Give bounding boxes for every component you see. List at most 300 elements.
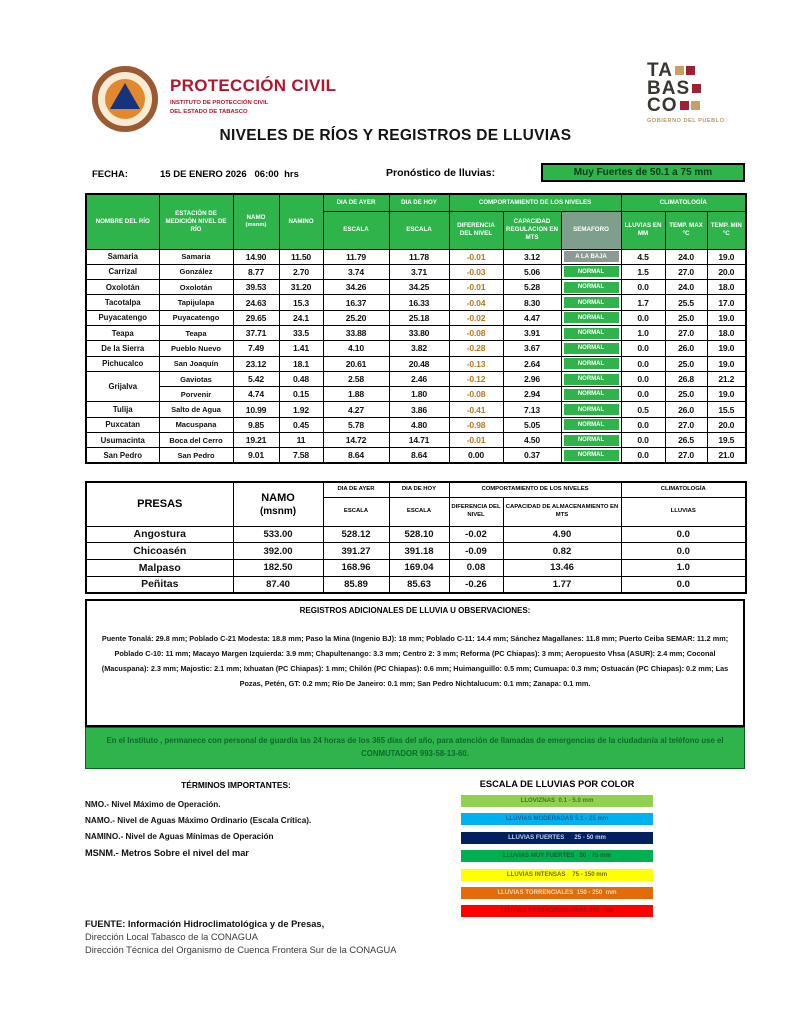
temp-min-cell: 19.0 xyxy=(707,387,746,402)
terminos-title: TÉRMINOS IMPORTANTES: xyxy=(181,780,291,790)
group-header-ayer: DIA DE AYER xyxy=(323,194,389,211)
capacidad-cell: 5.06 xyxy=(503,264,561,279)
temp-max-cell: 25.5 xyxy=(665,295,707,310)
col-header-lluvias: LLUVIAS EN MM xyxy=(621,211,665,249)
group-header-presas-climatologia: CLIMATOLOGÍA xyxy=(621,482,746,497)
semaforo-badge: NORMAL xyxy=(564,358,619,369)
terminos-section xyxy=(85,780,387,865)
rain-scale-bar: LLUVIAS MUY FUERTES 50 - 75 mm xyxy=(461,850,653,862)
temp-max-cell: 27.0 xyxy=(665,264,707,279)
namino-cell: 11 xyxy=(279,433,323,448)
capacidad-cell: 4.47 xyxy=(503,310,561,325)
fecha-label: FECHA: xyxy=(92,169,128,180)
river-name-cell: Oxolotán xyxy=(86,280,159,295)
temp-min-cell: 15.5 xyxy=(707,402,746,417)
temp-max-cell: 27.0 xyxy=(665,417,707,432)
escala-ayer-cell: 34.26 xyxy=(323,280,389,295)
logo-tile-icon xyxy=(692,84,701,93)
semaforo-cell xyxy=(561,371,621,386)
presa-escala-hoy-cell: 528.10 xyxy=(389,526,449,543)
presa-name-cell: Chicoasén xyxy=(86,543,233,560)
semaforo-badge: NORMAL xyxy=(564,374,619,385)
namo-unit: (msnm) xyxy=(245,222,267,229)
lluvias-cell: 1.7 xyxy=(621,295,665,310)
river-name-cell: Tulija xyxy=(86,402,159,417)
semaforo-cell xyxy=(561,264,621,279)
station-cell: Salto de Agua xyxy=(159,402,233,417)
org-subtitle xyxy=(170,99,336,117)
temp-max-cell: 26.0 xyxy=(665,402,707,417)
col-header-capacidad: CAPACIDAD REGULACION EN MTS xyxy=(503,211,561,249)
presa-row xyxy=(86,543,746,560)
capacidad-cell: 3.67 xyxy=(503,341,561,356)
rivers-table-body xyxy=(86,249,746,463)
tabasco-logo-caption: GOBIERNO DEL PUEBLO xyxy=(647,117,725,124)
diferencia-cell: -0.04 xyxy=(449,295,503,310)
diferencia-cell: 0.00 xyxy=(449,448,503,463)
rivers-table-header xyxy=(86,194,746,249)
group-header-presas-ayer: DIA DE AYER xyxy=(323,482,389,497)
presa-namo-cell: 392.00 xyxy=(233,543,323,560)
capacidad-cell: 3.91 xyxy=(503,325,561,340)
escala-hoy-cell: 25.18 xyxy=(389,310,449,325)
river-name-cell: Grijalva xyxy=(86,371,159,402)
diferencia-cell: -0.12 xyxy=(449,371,503,386)
presa-escala-ayer-cell: 168.96 xyxy=(323,559,389,576)
semaforo-cell xyxy=(561,356,621,371)
semaforo-cell xyxy=(561,387,621,402)
namino-cell: 1.41 xyxy=(279,341,323,356)
registros-box xyxy=(85,599,745,727)
lluvias-cell: 0.0 xyxy=(621,448,665,463)
presa-namo-cell: 87.40 xyxy=(233,576,323,593)
namino-cell: 1.92 xyxy=(279,402,323,417)
namo-cell: 9.85 xyxy=(233,417,279,432)
rain-scale-bar: LLUVIAS TORRENCIALES 150 - 250 mm xyxy=(461,887,653,899)
station-cell: Puyacatengo xyxy=(159,310,233,325)
col-header-presas-escala-hoy: ESCALA xyxy=(389,497,449,526)
namo-cell: 23.12 xyxy=(233,356,279,371)
group-header-presas-comportamiento: COMPORTAMIENTO DE LOS NIVELES xyxy=(449,482,621,497)
namo-cell: 9.01 xyxy=(233,448,279,463)
capacidad-cell: 4.50 xyxy=(503,433,561,448)
river-row xyxy=(86,341,746,356)
col-header-presas-namo xyxy=(233,482,323,526)
presa-escala-hoy-cell: 391.18 xyxy=(389,543,449,560)
namo-cell: 24.63 xyxy=(233,295,279,310)
river-row xyxy=(86,295,746,310)
temp-max-cell: 26.0 xyxy=(665,341,707,356)
temp-max-cell: 26.5 xyxy=(665,433,707,448)
tabasco-logo-letters: TA xyxy=(647,60,673,81)
pronostico-badge: Muy Fuertes de 50.1 a 75 mm xyxy=(541,163,745,182)
river-row xyxy=(86,387,746,402)
rain-scale-bar: LLOVIZNAS 0.1 - 5.0 mm xyxy=(461,795,653,807)
semaforo-cell xyxy=(561,310,621,325)
temp-max-cell: 26.8 xyxy=(665,371,707,386)
semaforo-cell xyxy=(561,325,621,340)
presa-escala-hoy-cell: 169.04 xyxy=(389,559,449,576)
river-name-cell: Puxcatan xyxy=(86,417,159,432)
termino-item: NMO.- Nivel Máximo de Operación. xyxy=(85,800,221,809)
river-row xyxy=(86,356,746,371)
river-name-cell: Pichucalco xyxy=(86,356,159,371)
presa-lluvias-cell: 0.0 xyxy=(621,526,746,543)
escala-hoy-cell: 8.64 xyxy=(389,448,449,463)
lluvias-cell: 0.0 xyxy=(621,356,665,371)
river-row xyxy=(86,371,746,386)
escala-hoy-cell: 3.82 xyxy=(389,341,449,356)
presa-diferencia-cell: 0.08 xyxy=(449,559,503,576)
escala-ayer-cell: 33.88 xyxy=(323,325,389,340)
logo-tile-icon xyxy=(691,101,700,110)
presa-row xyxy=(86,576,746,593)
namo-cell: 19.21 xyxy=(233,433,279,448)
station-cell: Macuspana xyxy=(159,417,233,432)
semaforo-cell xyxy=(561,448,621,463)
diferencia-cell: -0.01 xyxy=(449,433,503,448)
station-cell: Samaria xyxy=(159,249,233,264)
lluvias-cell: 0.0 xyxy=(621,280,665,295)
rain-scale-bar: LLUVIAS INTENSAS 75 - 150 mm xyxy=(461,869,653,881)
group-header-climatologia: CLIMATOLOGÍA xyxy=(621,194,746,211)
col-header-presas-escala-ayer: ESCALA xyxy=(323,497,389,526)
presa-capacidad-cell: 4.90 xyxy=(503,526,621,543)
namino-cell: 15.3 xyxy=(279,295,323,310)
river-name-cell: Puyacatengo xyxy=(86,310,159,325)
semaforo-cell xyxy=(561,402,621,417)
lluvias-cell: 0.5 xyxy=(621,402,665,417)
namino-cell: 33.5 xyxy=(279,325,323,340)
presa-capacidad-cell: 0.82 xyxy=(503,543,621,560)
station-cell: Boca del Cerro xyxy=(159,433,233,448)
namo-cell: 8.77 xyxy=(233,264,279,279)
escala-hoy-cell: 3.71 xyxy=(389,264,449,279)
station-cell: González xyxy=(159,264,233,279)
lluvias-cell: 1.0 xyxy=(621,325,665,340)
diferencia-cell: -0.01 xyxy=(449,249,503,264)
temp-min-cell: 17.0 xyxy=(707,295,746,310)
capacidad-cell: 2.94 xyxy=(503,387,561,402)
rain-scale-legend xyxy=(461,795,653,924)
temp-min-cell: 19.0 xyxy=(707,249,746,264)
capacidad-cell: 5.05 xyxy=(503,417,561,432)
col-header-semaforo: SEMAFORO xyxy=(561,211,621,249)
namo-cell: 7.49 xyxy=(233,341,279,356)
river-row xyxy=(86,402,746,417)
rain-scale-bar: LLUVIAS EXTRAORDINARIAS 250 mm xyxy=(461,905,653,917)
tabasco-logo-letters: BAS xyxy=(647,77,691,99)
presas-namo-label: NAMO xyxy=(261,491,295,504)
presa-escala-ayer-cell: 391.27 xyxy=(323,543,389,560)
semaforo-badge: A LA BAJA xyxy=(564,251,619,262)
col-header-presas-capacidad: CAPACIDAD DE ALMACENAMIENTO EN MTS xyxy=(503,497,621,526)
temp-max-cell: 24.0 xyxy=(665,280,707,295)
col-header-escala-ayer: ESCALA xyxy=(323,211,389,249)
fecha-value: 15 DE ENERO 2026 06:00 hrs xyxy=(160,169,299,180)
river-row xyxy=(86,264,746,279)
presa-namo-cell: 533.00 xyxy=(233,526,323,543)
river-row xyxy=(86,310,746,325)
fuente-line: Dirección Técnica del Organismo de Cuenca Frontera Sur de la CONAGUA xyxy=(85,945,397,955)
namo-cell: 10.99 xyxy=(233,402,279,417)
namino-cell: 0.45 xyxy=(279,417,323,432)
escala-ayer-cell: 16.37 xyxy=(323,295,389,310)
presa-diferencia-cell: -0.02 xyxy=(449,526,503,543)
registros-title: REGISTROS ADICIONALES DE LLUVIA U OBSERVACIONES: xyxy=(299,606,531,615)
namino-cell: 24.1 xyxy=(279,310,323,325)
temp-min-cell: 18.0 xyxy=(707,325,746,340)
rain-scale-bar: LLUVIAS MODERADAS 5.1 - 25 mm xyxy=(461,813,653,825)
escala-ayer-cell: 25.20 xyxy=(323,310,389,325)
capacidad-cell: 2.64 xyxy=(503,356,561,371)
presas-table-header xyxy=(86,482,746,526)
fuente-section xyxy=(85,919,396,955)
semaforo-cell xyxy=(561,280,621,295)
lluvias-cell: 0.0 xyxy=(621,433,665,448)
station-cell: Gaviotas xyxy=(159,371,233,386)
col-header-temp-min: TEMP. MIN °C xyxy=(707,211,746,249)
namo-cell: 5.42 xyxy=(233,371,279,386)
fuente-line: Dirección Local Tabasco de la CONAGUA xyxy=(85,932,258,942)
presa-name-cell: Peñitas xyxy=(86,576,233,593)
semaforo-badge: NORMAL xyxy=(564,435,619,446)
col-header-presas-lluvias: LLUVIAS xyxy=(621,497,746,526)
termino-item: NAMO.- Nivel de Aguas Máximo Ordinario (Escala Crítica). xyxy=(85,816,312,825)
river-row xyxy=(86,417,746,432)
station-cell: Porvenir xyxy=(159,387,233,402)
notice-text: En el Instituto , permanece con personal de guardia las 24 horas de los 365 días del año, para atención de llamadas de emergencias de la ciudadanía al teléfono use el CONMUTADOR 993-58-13-60. xyxy=(106,736,724,758)
escala-hoy-cell: 11.78 xyxy=(389,249,449,264)
logo-tile-icon xyxy=(680,101,689,110)
presa-escala-hoy-cell: 85.63 xyxy=(389,576,449,593)
diferencia-cell: -0.08 xyxy=(449,325,503,340)
tabasco-logo-letters: CO xyxy=(647,95,678,116)
temp-min-cell: 20.0 xyxy=(707,264,746,279)
escala-hoy-cell: 1.80 xyxy=(389,387,449,402)
diferencia-cell: -0.13 xyxy=(449,356,503,371)
presa-capacidad-cell: 1.77 xyxy=(503,576,621,593)
station-cell: Oxolotán xyxy=(159,280,233,295)
presa-name-cell: Malpaso xyxy=(86,559,233,576)
namo-cell: 14.90 xyxy=(233,249,279,264)
lluvias-cell: 0.0 xyxy=(621,371,665,386)
registros-text: Puente Tonalá: 29.8 mm; Poblado C-21 Modesta: 18.8 mm; Paso la Mina (Ingenio BJ): 18 mm; Poblado C-11: 14.4 mm; Sánchez Magallanes: 11.8 mm; Puerto Ceiba SEMAR: 11.2 mm; Poblado C-10: 11 mm; Macayo Margen Izquierda: 3.9 mm; Chapultenango: 3.3 mm; Centro 2: 3 mm; Reforma (PC Chiapas): 3 mm; Aeropuesto Vhsa (ASUR): 2.4 mm; Coconal (Macuspana): 2.3 mm; Majostic: 2.1 mm; Ixhuatan (PC Chiapas): 1 mm; Chilón (PC Chiapas): 0.6 mm; Huimanguillo: 0.5 mm; Cumuapa: 0.3 mm; Ostuacán (PC Chiapas): 0.2 mm; Las Pozas, Petén, GT: 0.2 mm; Río De Janeiro: 0.1 mm; San Pedro Nichtalucum: 0.1 mm; Zanapa: 0.1 mm. xyxy=(101,634,729,688)
presa-diferencia-cell: -0.09 xyxy=(449,543,503,560)
presa-lluvias-cell: 0.0 xyxy=(621,543,746,560)
diferencia-cell: -0.98 xyxy=(449,417,503,432)
org-subtitle-line2: DEL ESTADO DE TABASCO xyxy=(170,109,248,116)
logo-tile-icon xyxy=(675,66,684,75)
capacidad-cell: 5.28 xyxy=(503,280,561,295)
col-header-namino: NAMINO xyxy=(279,194,323,249)
escala-ayer-cell: 3.74 xyxy=(323,264,389,279)
river-name-cell: Samaria xyxy=(86,249,159,264)
proteccion-civil-logo-icon xyxy=(92,66,158,132)
escala-hoy-cell: 34.25 xyxy=(389,280,449,295)
presa-escala-ayer-cell: 85.89 xyxy=(323,576,389,593)
capacidad-cell: 7.13 xyxy=(503,402,561,417)
notice-banner xyxy=(85,727,745,769)
presa-diferencia-cell: -0.26 xyxy=(449,576,503,593)
logo-tile-icon xyxy=(686,66,695,75)
temp-min-cell: 20.0 xyxy=(707,417,746,432)
lluvias-cell: 4.5 xyxy=(621,249,665,264)
temp-max-cell: 25.0 xyxy=(665,310,707,325)
river-row xyxy=(86,433,746,448)
semaforo-badge: NORMAL xyxy=(564,266,619,277)
semaforo-badge: NORMAL xyxy=(564,312,619,323)
presas-table-body xyxy=(86,526,746,593)
station-cell: Teapa xyxy=(159,325,233,340)
semaforo-cell xyxy=(561,433,621,448)
escala-ayer-cell: 5.78 xyxy=(323,417,389,432)
lluvias-cell: 1.5 xyxy=(621,264,665,279)
org-header xyxy=(170,76,336,117)
namino-cell: 2.70 xyxy=(279,264,323,279)
tabasco-logo-row xyxy=(647,97,757,115)
river-name-cell: Usumacinta xyxy=(86,433,159,448)
station-cell: Tapijulapa xyxy=(159,295,233,310)
group-header-comportamiento: COMPORTAMIENTO DE LOS NIVELES xyxy=(449,194,621,211)
lluvias-cell: 0.0 xyxy=(621,341,665,356)
col-header-diferencia: DIFERENCIA DEL NIVEL xyxy=(449,211,503,249)
semaforo-badge: NORMAL xyxy=(564,328,619,339)
river-row xyxy=(86,249,746,264)
namino-cell: 7.58 xyxy=(279,448,323,463)
temp-min-cell: 21.2 xyxy=(707,371,746,386)
pronostico-label: Pronóstico de lluvias: xyxy=(386,167,496,179)
temp-min-cell: 19.0 xyxy=(707,310,746,325)
semaforo-cell xyxy=(561,295,621,310)
semaforo-badge: NORMAL xyxy=(564,450,619,461)
escala-ayer-cell: 8.64 xyxy=(323,448,389,463)
diferencia-cell: -0.28 xyxy=(449,341,503,356)
temp-max-cell: 27.0 xyxy=(665,448,707,463)
presa-row xyxy=(86,526,746,543)
semaforo-badge: NORMAL xyxy=(564,297,619,308)
temp-min-cell: 21.0 xyxy=(707,448,746,463)
presa-escala-ayer-cell: 528.12 xyxy=(323,526,389,543)
escala-hoy-cell: 16.33 xyxy=(389,295,449,310)
diferencia-cell: -0.02 xyxy=(449,310,503,325)
escala-ayer-cell: 1.88 xyxy=(323,387,389,402)
escala-hoy-cell: 14.71 xyxy=(389,433,449,448)
presa-namo-cell: 182.50 xyxy=(233,559,323,576)
lluvias-cell: 0.0 xyxy=(621,387,665,402)
presas-namo-unit: (msnm) xyxy=(259,505,297,517)
escala-ayer-cell: 11.79 xyxy=(323,249,389,264)
diferencia-cell: -0.08 xyxy=(449,387,503,402)
temp-min-cell: 19.5 xyxy=(707,433,746,448)
escala-ayer-cell: 4.27 xyxy=(323,402,389,417)
river-row xyxy=(86,280,746,295)
col-header-presas: PRESAS xyxy=(86,482,233,526)
capacidad-cell: 3.12 xyxy=(503,249,561,264)
tabasco-logo xyxy=(647,62,757,124)
temp-max-cell: 25.0 xyxy=(665,387,707,402)
presa-lluvias-cell: 1.0 xyxy=(621,559,746,576)
semaforo-badge: NORMAL xyxy=(564,419,619,430)
col-header-temp-max: TEMP. MAX °C xyxy=(665,211,707,249)
temp-max-cell: 24.0 xyxy=(665,249,707,264)
escala-ayer-cell: 2.58 xyxy=(323,371,389,386)
semaforo-badge: NORMAL xyxy=(564,389,619,400)
namo-cell: 39.53 xyxy=(233,280,279,295)
rain-scale-title: ESCALA DE LLUVIAS POR COLOR xyxy=(479,779,635,789)
org-name: PROTECCIÓN CIVIL xyxy=(170,76,337,95)
col-header-presas-diferencia: DIFERENCIA DEL NIVEL xyxy=(449,497,503,526)
semaforo-badge: NORMAL xyxy=(564,404,619,415)
station-cell: San Joaquín xyxy=(159,356,233,371)
river-name-cell: Carrizal xyxy=(86,264,159,279)
river-row xyxy=(86,448,746,463)
lluvias-cell: 0.0 xyxy=(621,417,665,432)
namo-cell: 29.65 xyxy=(233,310,279,325)
semaforo-badge: NORMAL xyxy=(564,343,619,354)
river-row xyxy=(86,325,746,340)
col-header-estacion: ESTACIÓN DE MEDICIÓN NIVEL DE RÍO xyxy=(159,194,233,249)
temp-max-cell: 27.0 xyxy=(665,325,707,340)
termino-item: NAMINO.- Nivel de Aguas Mínimas de Operación xyxy=(85,832,274,841)
semaforo-cell xyxy=(561,341,621,356)
namino-cell: 18.1 xyxy=(279,356,323,371)
escala-ayer-cell: 4.10 xyxy=(323,341,389,356)
presa-row xyxy=(86,559,746,576)
col-header-escala-hoy: ESCALA xyxy=(389,211,449,249)
escala-ayer-cell: 20.61 xyxy=(323,356,389,371)
semaforo-badge: NORMAL xyxy=(564,282,619,293)
station-cell: San Pedro xyxy=(159,448,233,463)
temp-min-cell: 19.0 xyxy=(707,356,746,371)
escala-hoy-cell: 4.80 xyxy=(389,417,449,432)
semaforo-cell xyxy=(561,249,621,264)
presa-lluvias-cell: 0.0 xyxy=(621,576,746,593)
logo-blue-triangle-icon xyxy=(110,83,140,109)
diferencia-cell: -0.41 xyxy=(449,402,503,417)
namo-cell: 4.74 xyxy=(233,387,279,402)
namo-cell: 37.71 xyxy=(233,325,279,340)
termino-item: MSNM.- Metros Sobre el nivel del mar xyxy=(85,848,249,858)
capacidad-cell: 2.96 xyxy=(503,371,561,386)
terminos-list xyxy=(85,800,387,858)
presa-capacidad-cell: 13.46 xyxy=(503,559,621,576)
capacidad-cell: 0.37 xyxy=(503,448,561,463)
escala-hoy-cell: 33.80 xyxy=(389,325,449,340)
river-name-cell: De la Sierra xyxy=(86,341,159,356)
escala-ayer-cell: 14.72 xyxy=(323,433,389,448)
namino-cell: 11.50 xyxy=(279,249,323,264)
presa-name-cell: Angostura xyxy=(86,526,233,543)
escala-hoy-cell: 20.48 xyxy=(389,356,449,371)
semaforo-cell xyxy=(561,417,621,432)
lluvias-cell: 0.0 xyxy=(621,310,665,325)
river-name-cell: San Pedro xyxy=(86,448,159,463)
fuente-title: FUENTE: Información Hidroclimatológica y de Presas, xyxy=(85,919,325,929)
page-title: NIVELES DE RÍOS Y REGISTROS DE LLUVIAS xyxy=(219,127,572,144)
col-header-namo xyxy=(233,194,279,249)
temp-min-cell: 19.0 xyxy=(707,341,746,356)
rain-scale-bar: LLUVIAS FUERTES 25 - 50 mm xyxy=(461,832,653,844)
rivers-table xyxy=(85,193,747,464)
presas-table xyxy=(85,481,747,594)
diferencia-cell: -0.03 xyxy=(449,264,503,279)
escala-hoy-cell: 2.46 xyxy=(389,371,449,386)
namino-cell: 0.48 xyxy=(279,371,323,386)
tabasco-logo-row xyxy=(647,62,757,80)
temp-max-cell: 25.0 xyxy=(665,356,707,371)
group-header-hoy: DIA DE HOY xyxy=(389,194,449,211)
